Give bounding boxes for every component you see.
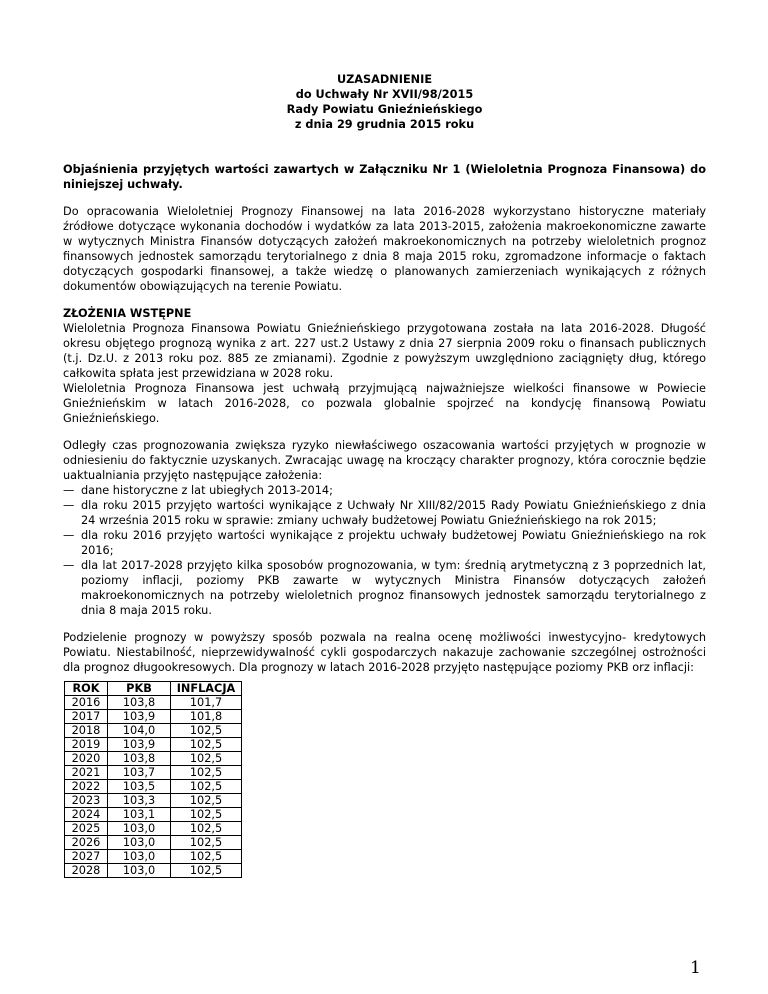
table-row bbox=[65, 738, 242, 752]
list-item bbox=[63, 558, 706, 618]
inflation-cell: 101,8 bbox=[171, 710, 242, 724]
pkb-cell: 103,7 bbox=[108, 766, 171, 780]
paragraph-assumptions-intro: Odległy czas prognozowania zwiększa ryzyko niewłaściwego oszacowania wartości przyjętych w prognozie w odniesieniu do faktycznie uzyskanych. Zwracając uwagę na kroczący charakter prognozy, która corocznie będzie uaktualniania przyjęto następujące założenia: bbox=[63, 439, 706, 482]
dash-bullet: — bbox=[63, 559, 75, 572]
year-cell: 2020 bbox=[65, 752, 108, 766]
table-row bbox=[65, 850, 242, 864]
paragraph-sources: Do opracowania Wieloletniej Prognozy Finansowej na lata 2016-2028 wykorzystano historyczne materiały źródłowe dotyczące wykonania dochodów i wydatków za lata 2013-2015, założenia makroekonomiczne zawarte w wytycznych Ministra Finansów dotyczących założeń makroekonomicznych na potrzeby wieloletnich prognoz finansowych jednostek samorządu terytorialnego z dnia 8 maja 2015 roku, zgromadzone informacje o faktach dotyczących gospodarki finansowej, a także wiedzę o planowanych zamierzeniach wynikających z różnych dokumentów obowiązujących na terenie Powiatu. bbox=[63, 205, 706, 293]
pkb-cell: 103,0 bbox=[108, 864, 171, 878]
list-item bbox=[63, 528, 706, 558]
year-cell: 2021 bbox=[65, 766, 108, 780]
paragraph-forecast-purpose: Wieloletnia Prognoza Finansowa jest uchwałą przyjmującą najważniejsze wielkości finansowe w Powiecie Gnieźnieńskim w latach 2016-2028, co pozwala globalnie spojrzeć na kondycję finansową Powiatu Gnieźnieńskiego. bbox=[63, 382, 706, 425]
inflation-cell: 102,5 bbox=[171, 766, 242, 780]
pkb-cell: 103,3 bbox=[108, 794, 171, 808]
year-cell: 2022 bbox=[65, 780, 108, 794]
year-cell: 2017 bbox=[65, 710, 108, 724]
dash-bullet: — bbox=[63, 484, 75, 497]
year-cell: 2018 bbox=[65, 724, 108, 738]
pkb-cell: 104,0 bbox=[108, 724, 171, 738]
year-cell: 2026 bbox=[65, 836, 108, 850]
table-row bbox=[65, 794, 242, 808]
inflation-cell: 102,5 bbox=[171, 738, 242, 752]
assumptions-list bbox=[63, 483, 706, 618]
year-cell: 2025 bbox=[65, 822, 108, 836]
pkb-cell: 103,1 bbox=[108, 808, 171, 822]
paragraph-forecast-period: Wieloletnia Prognoza Finansowa Powiatu Gnieźnieńskiego przygotowana została na lata 2016-2028. Długość okresu objętego prognozą wynika z art. 227 ust.2 Ustawy z dnia 27 sierpnia 2009 roku o finansach publicznych (t.j. Dz.U. z 2013 roku poz. 885 ze zmianami). Zgodnie z powyższym uwzględniono zaciągnięty dług, którego całkowita spłata jest przewidziana w 2028 roku. bbox=[63, 322, 706, 380]
table-row bbox=[65, 766, 242, 780]
year-cell: 2027 bbox=[65, 850, 108, 864]
list-item-text: dla lat 2017-2028 przyjęto kilka sposobów prognozowania, w tym: średnią arytmetyczną z 3 poprzednich lat, poziomy inflacji, poziomy PKB zawarte w wytycznych Ministra Finansów dotyczących założeń makroekonomicznych na potrzeby wieloletnich prognoz finansowych jednostek samorządu terytorialnego z dnia 8 maja 2015 roku. bbox=[81, 559, 706, 617]
year-cell: 2028 bbox=[65, 864, 108, 878]
table-row bbox=[65, 808, 242, 822]
header-date: z dnia 29 grudnia 2015 roku bbox=[294, 118, 475, 131]
pkb-cell: 103,8 bbox=[108, 752, 171, 766]
pkb-inflation-table bbox=[64, 681, 242, 878]
section-heading: ZŁOŻENIA WSTĘPNE bbox=[63, 307, 192, 320]
header-council-name: Rady Powiatu Gnieźnieńskiego bbox=[286, 103, 483, 116]
table-row bbox=[65, 724, 242, 738]
inflation-cell: 101,7 bbox=[171, 696, 242, 710]
list-item bbox=[63, 483, 706, 498]
table-row bbox=[65, 710, 242, 724]
inflation-cell: 102,5 bbox=[171, 864, 242, 878]
list-item bbox=[63, 498, 706, 528]
intro-statement: Objaśnienia przyjętych wartości zawartych w Załączniku Nr 1 (Wieloletnia Prognoza Finansowa) do niniejszej uchwały. bbox=[63, 163, 706, 191]
header-resolution-number: do Uchwały Nr XVII/98/2015 bbox=[295, 88, 474, 101]
list-item-text: dla roku 2015 przyjęto wartości wynikające z Uchwały Nr XIII/82/2015 Rady Powiatu Gnieźnieńskiego z dnia 24 września 2015 roku w sprawie: zmiany uchwały budżetowej Powiatu Gnieźnieńskiego na rok 2015; bbox=[81, 499, 706, 527]
table-row bbox=[65, 752, 242, 766]
inflation-cell: 102,5 bbox=[171, 836, 242, 850]
inflation-cell: 102,5 bbox=[171, 724, 242, 738]
year-cell: 2023 bbox=[65, 794, 108, 808]
table-row bbox=[65, 780, 242, 794]
table-header-row bbox=[65, 682, 242, 696]
year-cell: 2024 bbox=[65, 808, 108, 822]
inflation-cell: 102,5 bbox=[171, 780, 242, 794]
table-row bbox=[65, 822, 242, 836]
pkb-cell: 103,5 bbox=[108, 780, 171, 794]
pkb-cell: 103,8 bbox=[108, 696, 171, 710]
pkb-cell: 103,9 bbox=[108, 738, 171, 752]
header-title: UZASADNIENIE bbox=[336, 73, 433, 86]
inflation-cell: 102,5 bbox=[171, 808, 242, 822]
table-row bbox=[65, 864, 242, 878]
document-header bbox=[63, 72, 706, 132]
year-cell: 2019 bbox=[65, 738, 108, 752]
inflation-cell: 102,5 bbox=[171, 850, 242, 864]
list-item-text: dane historyczne z lat ubiegłych 2013-2014; bbox=[81, 484, 333, 497]
table-row bbox=[65, 836, 242, 850]
year-cell: 2016 bbox=[65, 696, 108, 710]
list-item-text: dla roku 2016 przyjęto wartości wynikające z projektu uchwały budżetowej Powiatu Gnieźnieńskiego na rok 2016; bbox=[81, 529, 706, 557]
inflation-cell: 102,5 bbox=[171, 822, 242, 836]
pkb-cell: 103,0 bbox=[108, 822, 171, 836]
paragraph-forecast-levels: Podzielenie prognozy w powyższy sposób pozwala na realna ocenę możliwości inwestycyjno- kredytowych Powiatu. Niestabilność, nieprzewidywalność cykli gospodarczych nakazuje zachowanie szczególnej ostrożności dla prognoz długookresowych. Dla prognozy w latach 2016-2028 przyjęto następujące poziomy PKB orz inflacji: bbox=[63, 631, 706, 674]
pkb-cell: 103,0 bbox=[108, 836, 171, 850]
table-row bbox=[65, 696, 242, 710]
pkb-cell: 103,0 bbox=[108, 850, 171, 864]
document-body bbox=[63, 72, 706, 878]
dash-bullet: — bbox=[63, 499, 75, 512]
column-header-inflation: INFLACJA bbox=[171, 682, 242, 696]
column-header-pkb: PKB bbox=[108, 682, 171, 696]
inflation-cell: 102,5 bbox=[171, 752, 242, 766]
column-header-year: ROK bbox=[65, 682, 108, 696]
inflation-cell: 102,5 bbox=[171, 794, 242, 808]
pkb-cell: 103,9 bbox=[108, 710, 171, 724]
dash-bullet: — bbox=[63, 529, 75, 542]
page-number: 1 bbox=[690, 958, 701, 978]
